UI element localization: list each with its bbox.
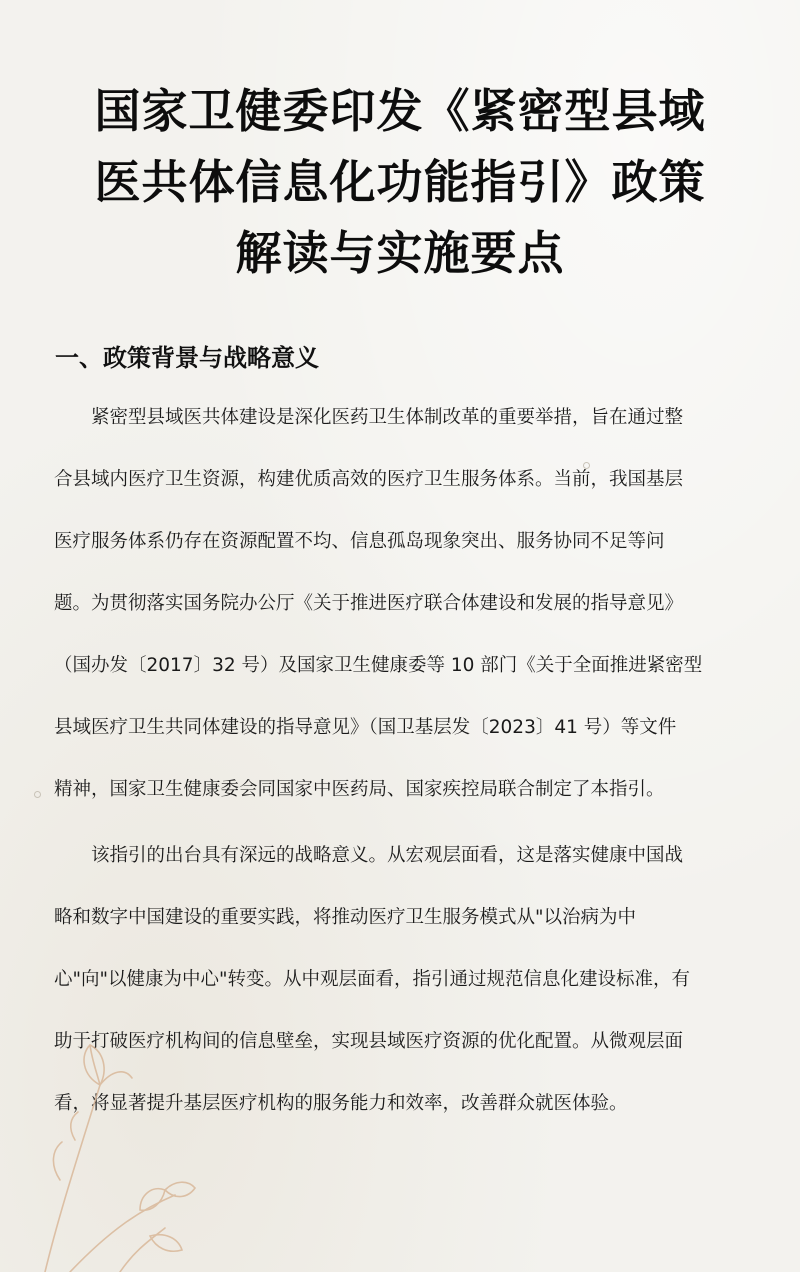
document-title: [40, 76, 760, 289]
faint-dot-decoration: [34, 791, 41, 798]
paragraph-line: （国办发〔2017〕32 号）及国家卫生健康委等 10 部门《关于全面推进紧密型: [54, 655, 703, 676]
paragraph-line: 题。为贯彻落实国务院办公厅《关于推进医疗联合体建设和发展的指导意见》: [54, 593, 684, 614]
faint-dot-decoration: [583, 462, 590, 469]
section-heading: 一、政策背景与战略意义: [55, 344, 319, 372]
paragraph-line: 县域医疗卫生共同体建设的指导意见》（国卫基层发〔2023〕41 号）等文件: [54, 717, 677, 738]
paragraph-significance: [54, 825, 754, 1135]
paragraph-line: 精神，国家卫生健康委会同国家中医药局、国家疾控局联合制定了本指引。: [54, 779, 665, 800]
paragraph-line: 助于打破医疗机构间的信息壁垒，实现县域医疗资源的优化配置。从微观层面: [54, 1031, 684, 1052]
paragraph-line: 合县域内医疗卫生资源，构建优质高效的医疗卫生服务体系。当前，我国基层: [54, 469, 684, 490]
paragraph-line: 医疗服务体系仍存在资源配置不均、信息孤岛现象突出、服务协同不足等问: [54, 531, 665, 552]
paragraph-line: 略和数字中国建设的重要实践，将推动医疗卫生服务模式从"以治病为中: [54, 907, 637, 928]
paragraph-line: 该指引的出台具有深远的战略意义。从宏观层面看，这是落实健康中国战: [91, 845, 684, 866]
paragraph-line: 紧密型县域医共体建设是深化医药卫生体制改革的重要举措，旨在通过整: [91, 407, 684, 428]
paragraph-line: 心"向"以健康为中心"转变。从中观层面看，指引通过规范信息化建设标准，有: [54, 969, 691, 990]
paragraph-line: 看，将显著提升基层医疗机构的服务能力和效率，改善群众就医体验。: [54, 1093, 628, 1114]
paragraph-background: [54, 387, 754, 821]
title-line-2: 医共体信息化功能指引》政策: [94, 155, 706, 209]
title-line-1: 国家卫健委印发《紧密型县域: [94, 84, 706, 138]
title-line-3: 解读与实施要点: [235, 226, 565, 280]
